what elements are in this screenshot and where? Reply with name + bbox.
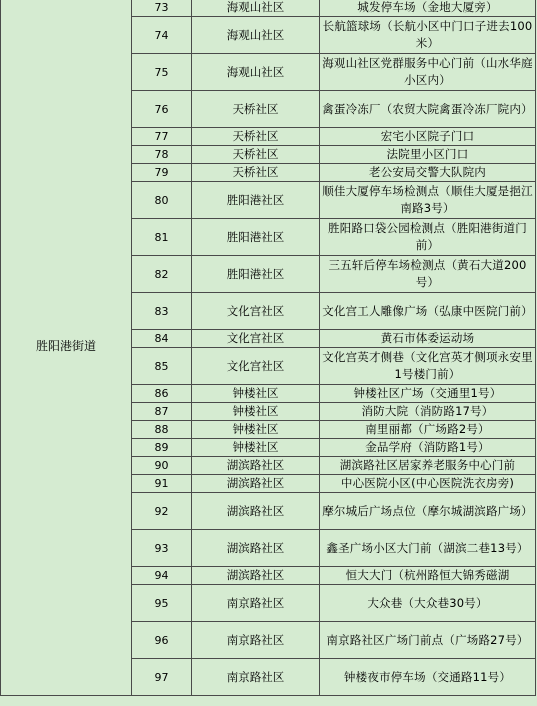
row-number-cell[interactable]: 76 [132, 91, 192, 128]
community-cell[interactable]: 南京路社区 [192, 659, 320, 696]
row-number-cell[interactable]: 84 [132, 330, 192, 348]
location-cell[interactable]: 宏宅小区院子门口 [320, 128, 536, 146]
community-cell[interactable]: 天桥社区 [192, 91, 320, 128]
location-cell[interactable]: 老公安局交警大队院内 [320, 164, 536, 182]
community-cell[interactable]: 天桥社区 [192, 146, 320, 164]
community-cell[interactable]: 天桥社区 [192, 128, 320, 146]
row-number-cell[interactable]: 97 [132, 659, 192, 696]
location-cell[interactable]: 钟楼社区广场（交通里1号） [320, 385, 536, 403]
row-number-cell[interactable]: 73 [132, 0, 192, 17]
row-number-cell[interactable]: 94 [132, 567, 192, 585]
community-cell[interactable]: 钟楼社区 [192, 421, 320, 439]
row-number-cell[interactable]: 95 [132, 585, 192, 622]
table-row [1, 0, 536, 17]
row-number-cell[interactable]: 82 [132, 256, 192, 293]
location-cell[interactable]: 湖滨路社区居家养老服务中心门前 [320, 457, 536, 475]
table-body [1, 0, 536, 696]
location-cell[interactable]: 钟楼夜市停车场（交通路11号） [320, 659, 536, 696]
row-number-cell[interactable]: 93 [132, 530, 192, 567]
row-number-cell[interactable]: 75 [132, 54, 192, 91]
community-cell[interactable]: 湖滨路社区 [192, 457, 320, 475]
community-cell[interactable]: 南京路社区 [192, 585, 320, 622]
location-cell[interactable]: 胜阳路口袋公园检测点（胜阳港街道门前） [320, 219, 536, 256]
location-cell[interactable]: 金品学府（消防路1号） [320, 439, 536, 457]
row-number-cell[interactable]: 87 [132, 403, 192, 421]
community-cell[interactable]: 湖滨路社区 [192, 567, 320, 585]
row-number-cell[interactable]: 90 [132, 457, 192, 475]
location-cell[interactable]: 文化宫英才侧巷（文化宫英才侧项永安里1号楼门前） [320, 348, 536, 385]
row-number-cell[interactable]: 81 [132, 219, 192, 256]
row-number-cell[interactable]: 91 [132, 475, 192, 493]
location-cell[interactable]: 海观山社区党群服务中心门前（山水华庭小区内） [320, 54, 536, 91]
community-cell[interactable]: 海观山社区 [192, 0, 320, 17]
community-cell[interactable]: 钟楼社区 [192, 385, 320, 403]
location-cell[interactable]: 城发停车场（金地大厦旁） [320, 0, 536, 17]
community-cell[interactable]: 海观山社区 [192, 17, 320, 54]
row-number-cell[interactable]: 96 [132, 622, 192, 659]
community-cell[interactable]: 湖滨路社区 [192, 493, 320, 530]
location-cell[interactable]: 长航篮球场（长航小区中门口子进去100米） [320, 17, 536, 54]
location-cell[interactable]: 摩尔城后广场点位（摩尔城湖滨路广场） [320, 493, 536, 530]
community-cell[interactable]: 南京路社区 [192, 622, 320, 659]
community-cell[interactable]: 钟楼社区 [192, 439, 320, 457]
community-cell[interactable]: 海观山社区 [192, 54, 320, 91]
row-number-cell[interactable]: 92 [132, 493, 192, 530]
location-cell[interactable]: 大众巷（大众巷30号） [320, 585, 536, 622]
street-cell[interactable]: 胜阳港街道 [1, 0, 132, 696]
community-cell[interactable]: 湖滨路社区 [192, 475, 320, 493]
community-cell[interactable]: 湖滨路社区 [192, 530, 320, 567]
community-cell[interactable]: 钟楼社区 [192, 403, 320, 421]
location-cell[interactable]: 鑫圣广场小区大门前（湖滨二巷13号） [320, 530, 536, 567]
community-cell[interactable]: 文化宫社区 [192, 293, 320, 330]
location-cell[interactable]: 消防大院（消防路17号） [320, 403, 536, 421]
row-number-cell[interactable]: 83 [132, 293, 192, 330]
location-cell[interactable]: 法院里小区门口 [320, 146, 536, 164]
community-cell[interactable]: 文化宫社区 [192, 348, 320, 385]
location-cell[interactable]: 禽蛋冷冻厂（农贸大院禽蛋冷冻厂院内） [320, 91, 536, 128]
row-number-cell[interactable]: 78 [132, 146, 192, 164]
row-number-cell[interactable]: 80 [132, 182, 192, 219]
community-cell[interactable]: 胜阳港社区 [192, 182, 320, 219]
row-number-cell[interactable]: 77 [132, 128, 192, 146]
location-cell[interactable]: 南京路社区广场门前点（广场路27号） [320, 622, 536, 659]
community-cell[interactable]: 胜阳港社区 [192, 256, 320, 293]
row-number-cell[interactable]: 88 [132, 421, 192, 439]
location-cell[interactable]: 南里丽都（广场路2号） [320, 421, 536, 439]
community-cell[interactable]: 文化宫社区 [192, 330, 320, 348]
row-number-cell[interactable]: 89 [132, 439, 192, 457]
location-cell[interactable]: 三五轩后停车场检测点（黄石大道200号） [320, 256, 536, 293]
row-number-cell[interactable]: 74 [132, 17, 192, 54]
community-cell[interactable]: 天桥社区 [192, 164, 320, 182]
location-cell[interactable]: 黄石市体委运动场 [320, 330, 536, 348]
community-cell[interactable]: 胜阳港社区 [192, 219, 320, 256]
location-cell[interactable]: 中心医院小区(中心医院洗衣房旁) [320, 475, 536, 493]
location-cell[interactable]: 顺佳大厦停车场检测点（顺佳大厦是挹江南路3号） [320, 182, 536, 219]
row-number-cell[interactable]: 79 [132, 164, 192, 182]
row-number-cell[interactable]: 86 [132, 385, 192, 403]
location-cell[interactable]: 文化宫工人雕像广场（弘康中医院门前） [320, 293, 536, 330]
location-cell[interactable]: 恒大大门（杭州路恒大锦秀磁湖 [320, 567, 536, 585]
row-number-cell[interactable]: 85 [132, 348, 192, 385]
